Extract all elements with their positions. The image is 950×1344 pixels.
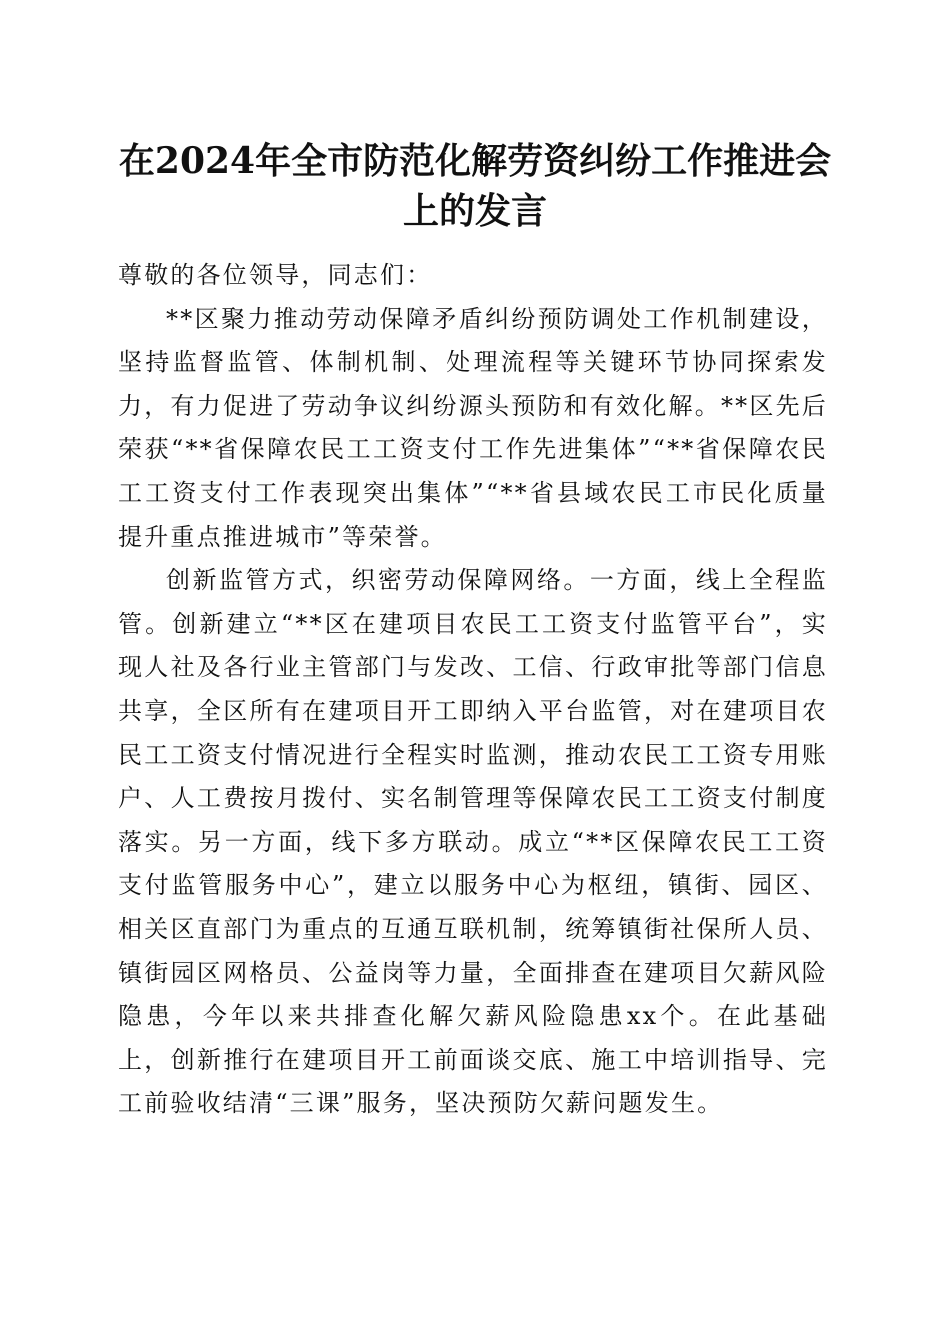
document-body	[118, 254, 828, 1126]
paragraph-intro: **区聚力推动劳动保障矛盾纠纷预防调处工作机制建设，坚持监督监管、体制机制、处理流程等关键环节协同探索发力，有力促进了劳动争议纠纷源头预防和有效化解。**区先后荣获“**省保障农民工工资支付工作先进集体”“**省保障农民工工资支付工作表现突出集体”“**省县域农民工市民化质量提升重点推进城市”等荣誉。	[118, 304, 828, 551]
document-title	[118, 136, 832, 236]
salutation: 尊敬的各位领导，同志们：	[118, 261, 433, 289]
title-line-2: 上的发言	[402, 190, 547, 232]
paragraph-supervision: 创新监管方式，织密劳动保障网络。一方面，线上全程监管。创新建立“**区在建项目农民工工资支付监管平台”，实现人社及各行业主管部门与发改、工信、行政审批等部门信息共享，全区所有在建项目开工即纳入平台监管，对在建项目农民工工资支付情况进行全程实时监测，推动农民工工资专用账户、人工费按月拨付、实名制管理等保障农民工工资支付制度落实。另一方面，线下多方联动。成立“**区保障农民工工资支付监管服务中心”，建立以服务中心为枢纽，镇街、园区、相关区直部门为重点的互通互联机制，统筹镇街社保所人员、镇街园区网格员、公益岗等力量，全面排查在建项目欠薪风险隐患，今年以来共排查化解欠薪风险隐患xx个。在此基础上，创新推行在建项目开工前面谈交底、施工中培训指导、完工前验收结清“三课”服务，坚决预防欠薪问题发生。	[118, 566, 828, 1118]
title-line-1: 在2024年全市防范化解劳资纠纷工作推进会	[118, 140, 832, 182]
